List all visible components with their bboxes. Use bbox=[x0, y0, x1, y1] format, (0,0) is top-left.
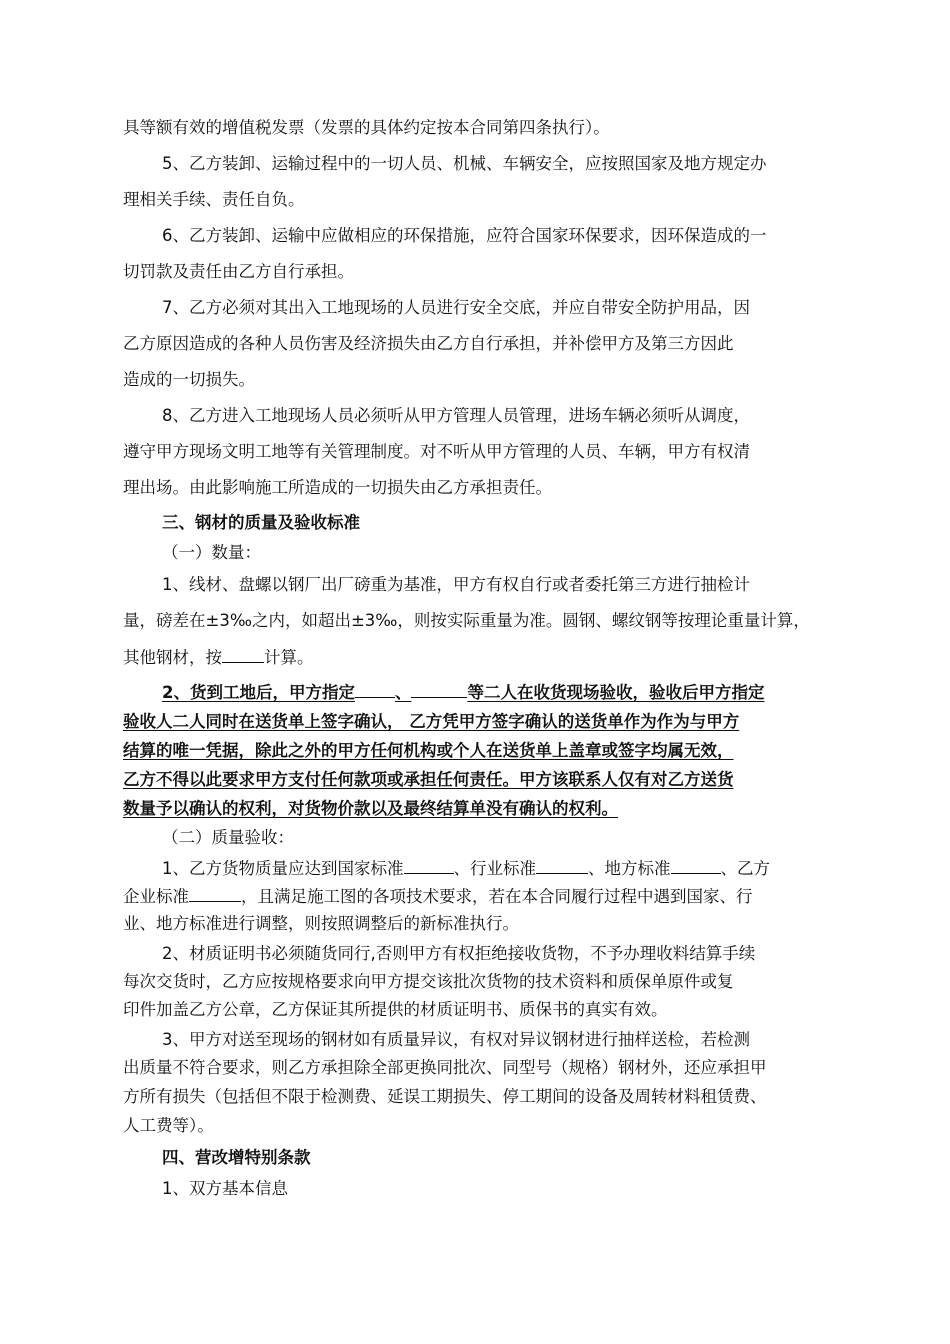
text-line bbox=[123, 441, 750, 463]
text: （二）质量验收： bbox=[162, 828, 294, 847]
text-line bbox=[162, 1029, 750, 1051]
text-line bbox=[123, 971, 734, 993]
text-line bbox=[162, 1178, 288, 1200]
heading-text: 四、营改增特别条款 bbox=[162, 1148, 311, 1167]
bold-underlined-line bbox=[162, 681, 764, 704]
text-line bbox=[162, 225, 767, 247]
text: 3、甲方对送至现场的钢材如有质量异议，有权对异议钢材进行抽样送检，若检测 bbox=[162, 1030, 750, 1049]
bold-underlined-line bbox=[123, 740, 734, 762]
text: 2、货到工地后，甲方指定 bbox=[162, 683, 355, 702]
text: 等二人在收货现场验收，验收后甲方指定 bbox=[467, 683, 765, 702]
text-line bbox=[162, 405, 750, 427]
text: 理出场。由此影响施工所造成的一切损失由乙方承担责任。 bbox=[123, 478, 552, 497]
text: 乙方不得以此要求甲方支付任何款项或承担任何责任。甲方该联系人仅有对乙方送货 bbox=[123, 770, 734, 789]
text-line bbox=[123, 646, 314, 669]
text: 、乙方 bbox=[720, 859, 770, 878]
text: 乙方原因造成的各种人员伤害及经济损失由乙方自行承担，并补偿甲方及第三方因此 bbox=[123, 334, 734, 353]
text: 5、乙方装卸、运输过程中的一切人员、机械、车辆安全，应按照国家及地方规定办 bbox=[162, 154, 767, 173]
text-line bbox=[123, 1086, 767, 1108]
text: 2、材质证明书必须随货同行,否则甲方有权拒绝接收货物，不予办理收料结算手续 bbox=[162, 944, 756, 963]
text: 数量予以确认的权利，对货物价款以及最终结算单没有确认的权利。 bbox=[123, 799, 618, 818]
text-line bbox=[123, 477, 552, 499]
text-line bbox=[123, 369, 255, 391]
subsection-heading bbox=[162, 542, 261, 564]
text: ，且满足施工图的各项技术要求，若在本合同履行过程中遇到国家、行 bbox=[241, 887, 753, 906]
text: 验收人二人同时在送货单上签字确认， 乙方凭甲方签字确认的送货单作为作为与甲方 bbox=[123, 712, 740, 731]
text: 7、乙方必须对其出入工地现场的人员进行安全交底，并应自带安全防护用品，因 bbox=[162, 298, 750, 317]
blank-field[interactable] bbox=[671, 857, 721, 874]
text: 切罚款及责任由乙方自行承担。 bbox=[123, 262, 354, 281]
bold-underlined-line bbox=[123, 769, 734, 791]
text-line bbox=[123, 261, 354, 283]
text: （一）数量： bbox=[162, 543, 261, 562]
text: 遵守甲方现场文明工地等有关管理制度。对不听从甲方管理的人员、车辆，甲方有权清 bbox=[123, 442, 750, 461]
section-heading bbox=[162, 512, 360, 534]
text: 其他钢材，按 bbox=[123, 648, 222, 667]
text: 8、乙方进入工地现场人员必须听从甲方管理人员管理，进场车辆必须听从调度， bbox=[162, 406, 750, 425]
text-line bbox=[162, 574, 750, 596]
text: 业、地方标准进行调整，则按照调整后的新标准执行。 bbox=[123, 914, 519, 933]
text: 出质量不符合要求，则乙方承担除全部更换同批次、同型号（规格）钢材外，还应承担甲 bbox=[123, 1058, 767, 1077]
text: 、地方标准 bbox=[588, 859, 671, 878]
text: 1、线材、盘螺以钢厂出厂磅重为基准，甲方有权自行或者委托第三方进行抽检计 bbox=[162, 575, 750, 594]
text: 量，磅差在±3‰之内，如超出±3‰，则按实际重量为准。圆钢、螺纹钢等按理论重量计算， bbox=[123, 611, 810, 630]
text: 印件加盖乙方公章，乙方保证其所提供的材质证明书、质保书的真实有效。 bbox=[123, 1000, 668, 1019]
subsection-heading bbox=[162, 827, 294, 849]
text-line bbox=[162, 153, 767, 175]
text-line bbox=[123, 189, 305, 211]
heading-text: 三、钢材的质量及验收标准 bbox=[162, 513, 360, 532]
text-line bbox=[123, 999, 668, 1021]
text-line bbox=[123, 333, 734, 355]
text: 计算。 bbox=[264, 648, 314, 667]
text-line bbox=[123, 610, 810, 632]
text-line bbox=[123, 885, 753, 908]
text-line bbox=[123, 913, 519, 935]
text: 人工费等）。 bbox=[123, 1116, 214, 1135]
blank-field[interactable] bbox=[404, 857, 454, 874]
text: 具等额有效的增值税发票（发票的具体约定按本合同第四条执行）。 bbox=[123, 118, 610, 137]
blank-field[interactable] bbox=[355, 681, 395, 698]
text-line bbox=[162, 943, 755, 965]
text: 6、乙方装卸、运输中应做相应的环保措施，应符合国家环保要求，因环保造成的一 bbox=[162, 226, 767, 245]
bold-underlined-line bbox=[123, 711, 739, 733]
text: 1、乙方货物质量应达到国家标准 bbox=[162, 859, 404, 878]
blank-field[interactable] bbox=[536, 857, 588, 874]
blank-field[interactable] bbox=[411, 681, 467, 698]
text: 方所有损失（包括但不限于检测费、延误工期损失、停工期间的设备及周转材料租赁费、 bbox=[123, 1087, 767, 1106]
text: 、 bbox=[394, 683, 412, 702]
text: 每次交货时，乙方应按规格要求向甲方提交该批次货物的技术资料和质保单原件或复 bbox=[123, 972, 734, 991]
section-heading bbox=[162, 1147, 311, 1169]
bold-underlined-line bbox=[123, 798, 618, 820]
text: 造成的一切损失。 bbox=[123, 370, 255, 389]
text-line bbox=[123, 117, 610, 139]
text: 1、双方基本信息 bbox=[162, 1179, 288, 1198]
text: 理相关手续、责任自负。 bbox=[123, 190, 305, 209]
text: 、行业标准 bbox=[453, 859, 536, 878]
blank-field[interactable] bbox=[222, 646, 264, 663]
text-line bbox=[123, 1057, 767, 1079]
text-line bbox=[162, 297, 750, 319]
text-line bbox=[123, 1115, 214, 1137]
text: 企业标准 bbox=[123, 887, 189, 906]
text: 结算的唯一凭据，除此之外的甲方任何机构或个人在送货单上盖章或签字均属无效， bbox=[123, 741, 734, 760]
text-line bbox=[162, 857, 770, 880]
blank-field[interactable] bbox=[189, 885, 241, 902]
